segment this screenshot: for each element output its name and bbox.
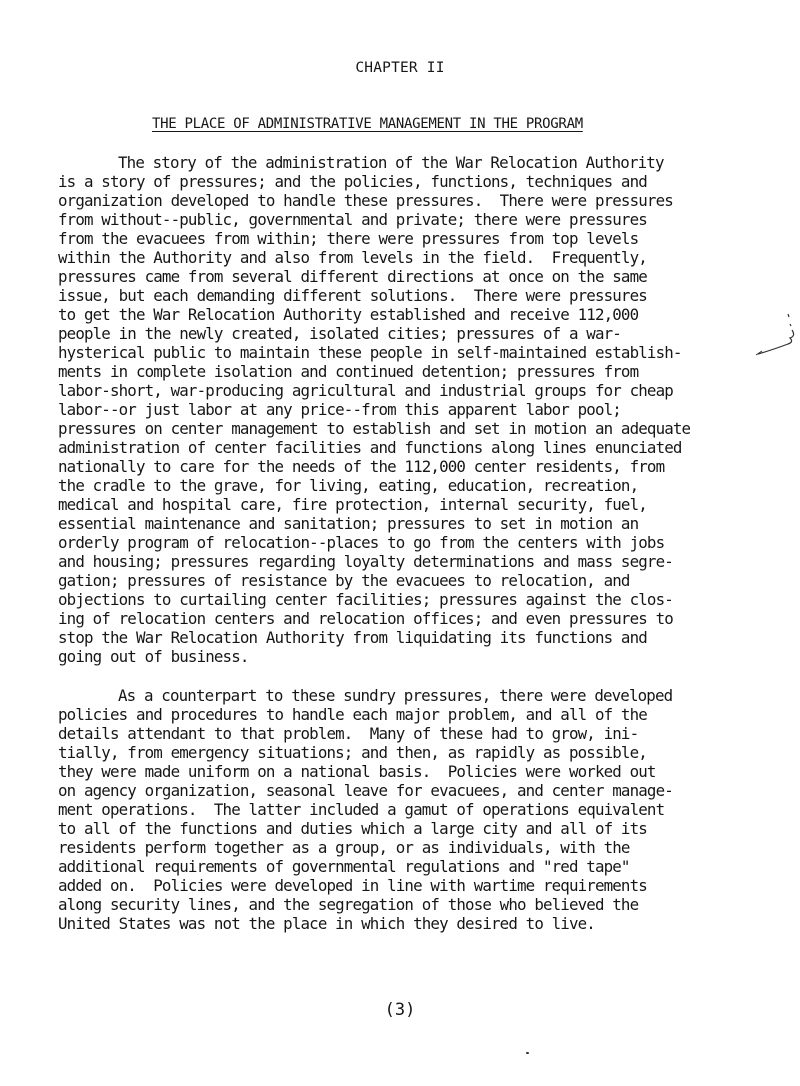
paragraph-2: [58, 686, 798, 933]
paragraph-line: orderly program of relocation--places to go from the centers with jobs: [58, 533, 665, 552]
paragraph-line: tially, from emergency situations; and then, as rapidly as possible,: [58, 743, 647, 762]
paragraph-line: nationally to care for the needs of the 112,000 center residents, from: [58, 457, 665, 476]
margin-pencil-mark: [752, 312, 800, 362]
paragraph-line: additional requirements of governmental regulations and "red tape": [58, 857, 630, 876]
chapter-heading: CHAPTER II: [355, 60, 445, 76]
paragraph-line: pressures came from several different directions at once on the same: [58, 267, 647, 286]
paragraph-line: ments in complete isolation and continued detention; pressures from: [58, 362, 639, 381]
paragraph-1: [58, 153, 798, 666]
chapter-title: THE PLACE OF ADMINISTRATIVE MANAGEMENT IN THE PROGRAM: [152, 116, 583, 132]
paragraph-line: pressures on center management to establish and set in motion an adequate: [58, 419, 691, 438]
paragraph-line: the cradle to the grave, for living, eating, education, recreation,: [58, 476, 639, 495]
paragraph-line: objections to curtailing center facilities; pressures against the clos-: [58, 590, 673, 609]
paragraph-line: added on. Policies were developed in line with wartime requirements: [58, 876, 647, 895]
paragraph-line: within the Authority and also from levels in the field. Frequently,: [58, 248, 647, 267]
paragraph-line: United States was not the place in which they desired to live.: [58, 914, 595, 933]
paragraph-line: gation; pressures of resistance by the evacuees to relocation, and: [58, 571, 630, 590]
paragraph-line: issue, but each demanding different solutions. There were pressures: [58, 286, 647, 305]
paragraph-line: ment operations. The latter included a gamut of operations equivalent: [58, 800, 665, 819]
paragraph-line: administration of center facilities and functions along lines enunciated: [58, 438, 682, 457]
paragraph-line: ing of relocation centers and relocation offices; and even pressures to: [58, 609, 673, 628]
paragraph-line: labor--or just labor at any price--from this apparent labor pool;: [58, 400, 621, 419]
paragraph-line: details attendant to that problem. Many of these had to grow, ini-: [58, 724, 639, 743]
paragraph-line: policies and procedures to handle each major problem, and all of the: [58, 705, 647, 724]
paragraph-line: medical and hospital care, fire protection, internal security, fuel,: [58, 495, 647, 514]
paragraph-line: and housing; pressures regarding loyalty determinations and mass segre-: [58, 552, 673, 571]
paragraph-line: stop the War Relocation Authority from liquidating its functions and: [58, 628, 647, 647]
ink-speck: [526, 1052, 529, 1054]
paragraph-line: is a story of pressures; and the policies, functions, techniques and: [58, 172, 647, 191]
paragraph-line: As a counterpart to these sundry pressures, there were developed: [118, 686, 673, 705]
paragraph-line: hysterical public to maintain these people in self-maintained establish-: [58, 343, 682, 362]
paragraph-line: from the evacuees from within; there were pressures from top levels: [58, 229, 639, 248]
paragraph-line: to get the War Relocation Authority established and receive 112,000: [58, 305, 639, 324]
paragraph-line: on agency organization, seasonal leave for evacuees, and center manage-: [58, 781, 673, 800]
paragraph-line: to all of the functions and duties which a large city and all of its: [58, 819, 647, 838]
paragraph-line: along security lines, and the segregation of those who believed the: [58, 895, 639, 914]
paragraph-line: going out of business.: [58, 647, 249, 666]
page-number: (3): [384, 1000, 416, 1020]
paragraph-line: The story of the administration of the War Relocation Authority: [118, 153, 664, 172]
paragraph-line: people in the newly created, isolated cities; pressures of a war-: [58, 324, 621, 343]
paragraph-line: labor-short, war-producing agricultural and industrial groups for cheap: [58, 381, 673, 400]
paragraph-line: essential maintenance and sanitation; pressures to set in motion an: [58, 514, 639, 533]
paragraph-line: from without--public, governmental and private; there were pressures: [58, 210, 647, 229]
paragraph-line: they were made uniform on a national basis. Policies were worked out: [58, 762, 656, 781]
paragraph-line: organization developed to handle these pressures. There were pressures: [58, 191, 673, 210]
paragraph-line: residents perform together as a group, or as individuals, with the: [58, 838, 630, 857]
